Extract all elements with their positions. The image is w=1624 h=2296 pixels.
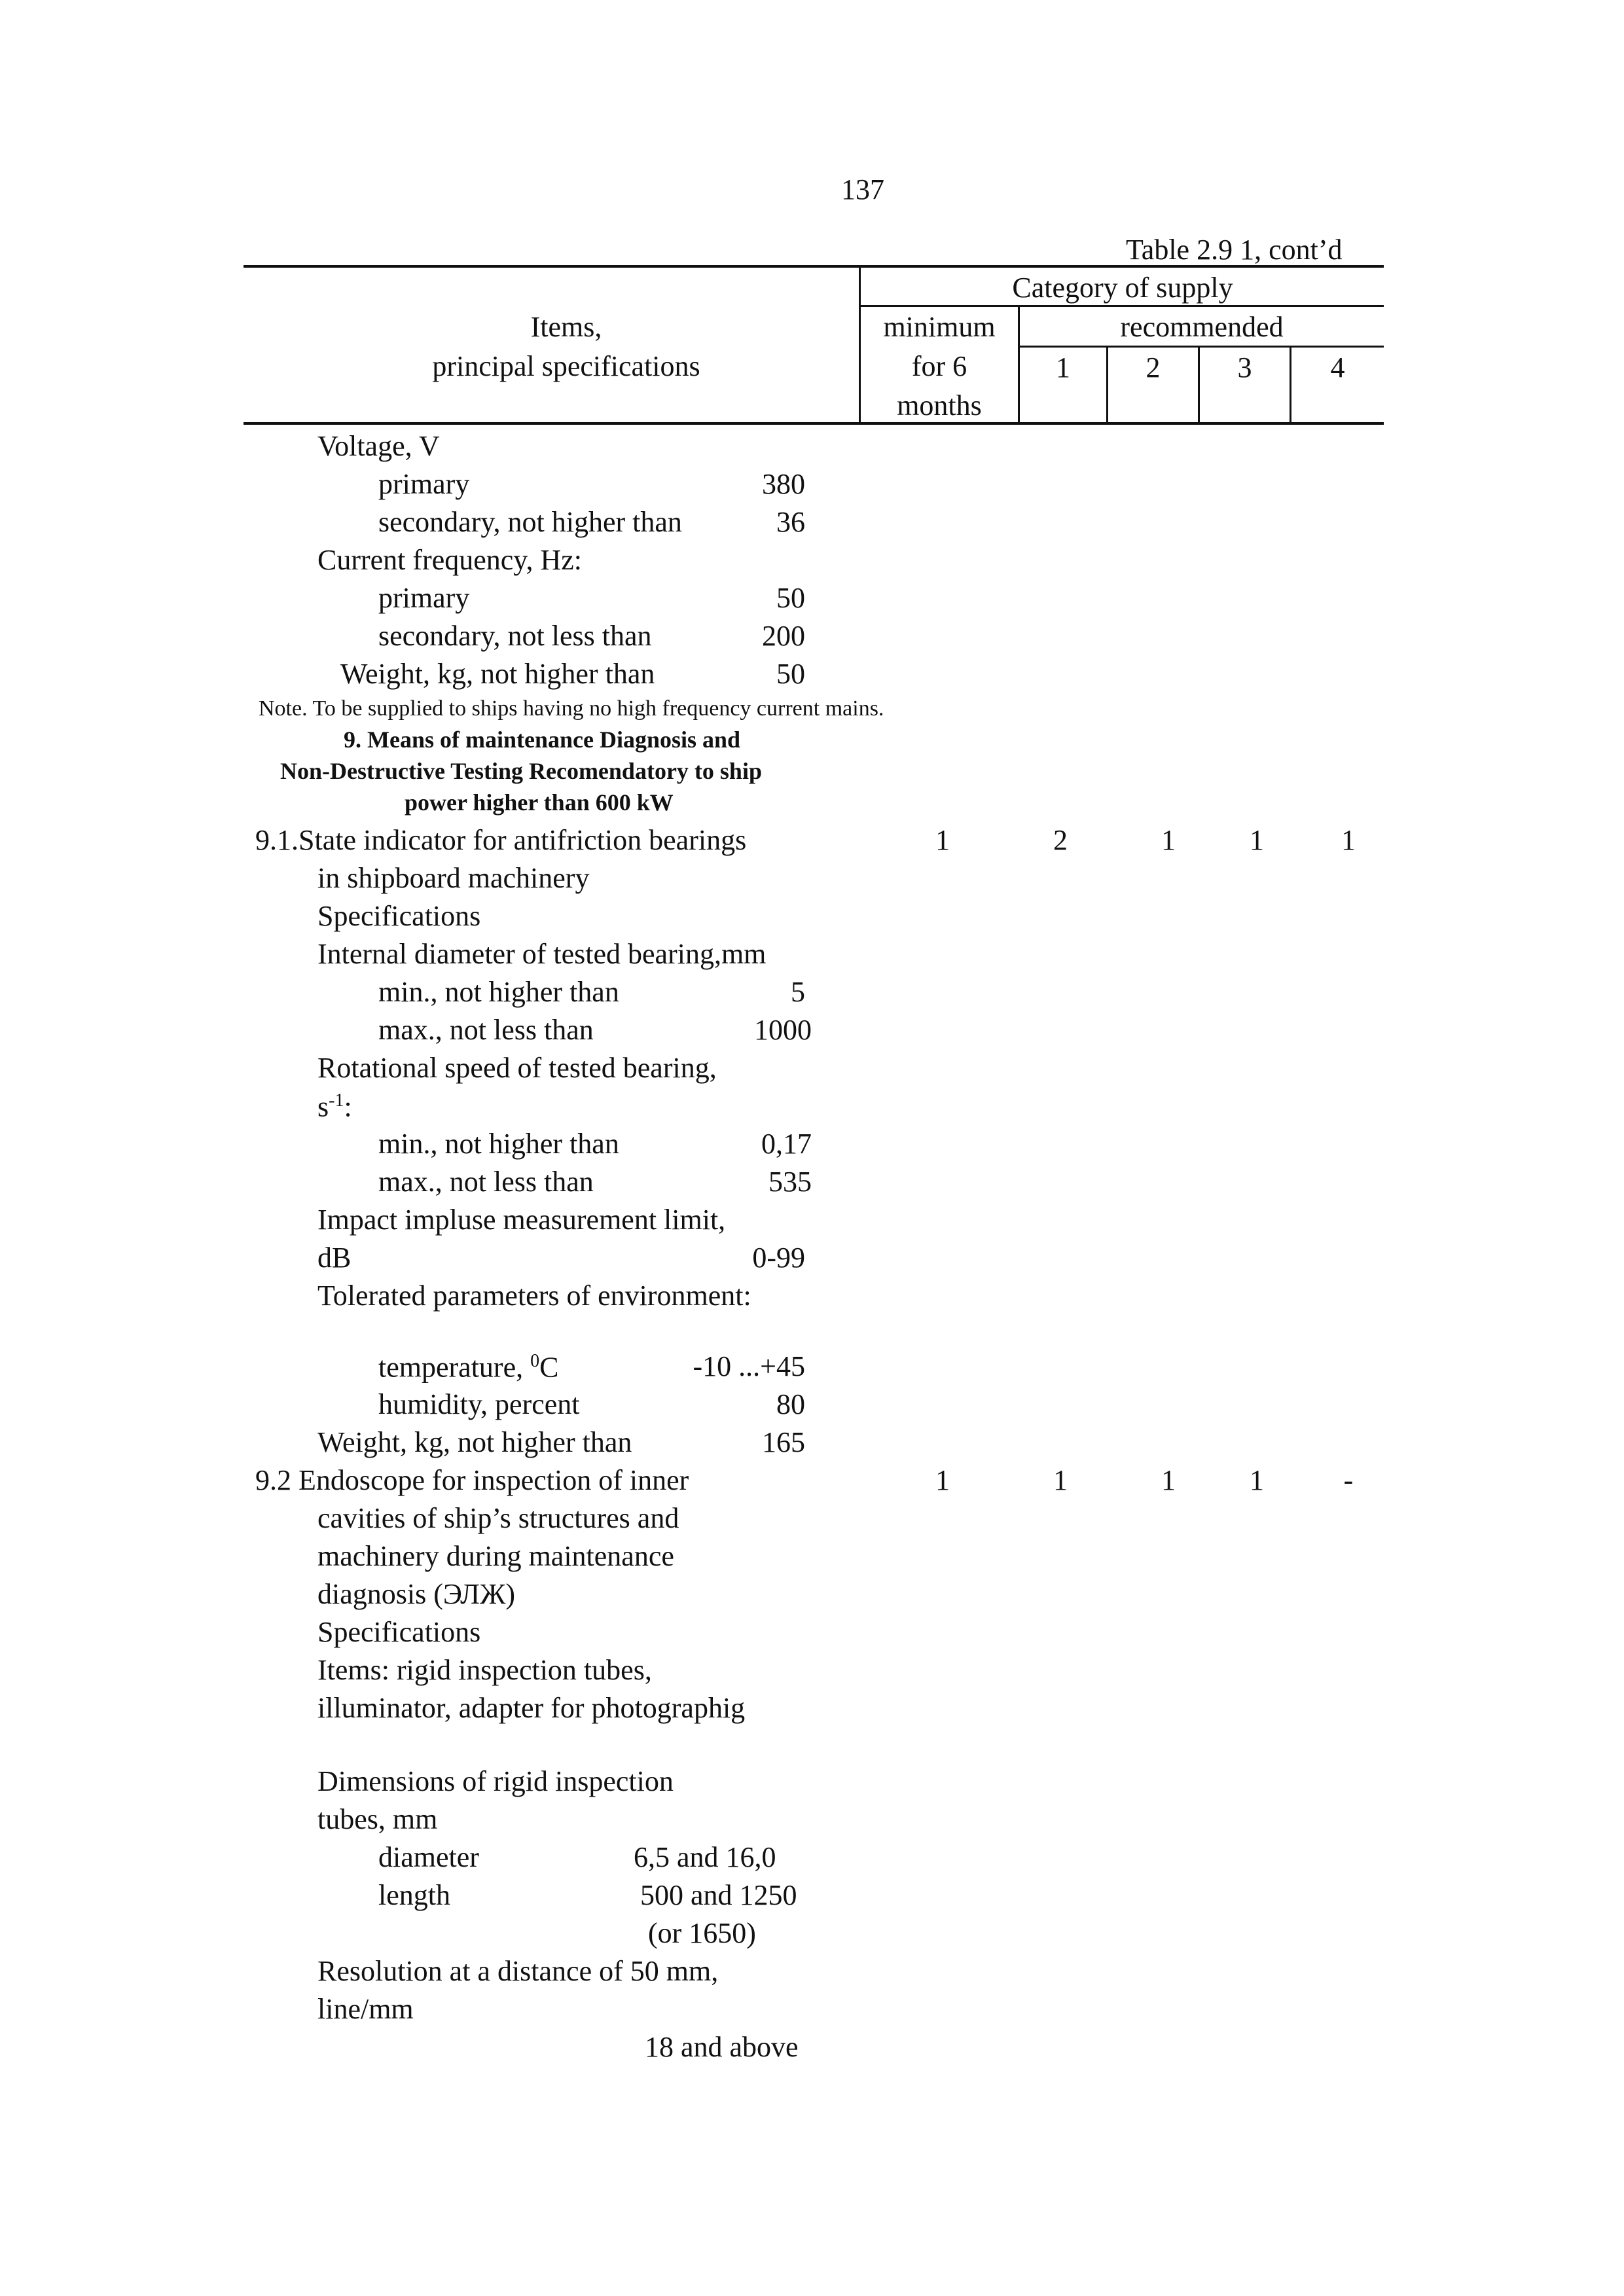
header-category: Category of supply	[1012, 272, 1233, 304]
item-9-1-specifications: Specifications	[317, 900, 481, 932]
item-9-2-title-line2: cavities of ship’s structures and	[317, 1502, 679, 1534]
diameter-max-label: max., not less than	[378, 1014, 594, 1046]
item-9-1-col-4: 1	[1341, 824, 1356, 856]
temperature-prefix: temperature,	[378, 1351, 531, 1384]
header-recommended: recommended	[1120, 311, 1284, 343]
item-9-2-col-2: 1	[1161, 1464, 1176, 1496]
rotational-max-label: max., not less than	[378, 1166, 594, 1198]
recommended-rule	[1018, 346, 1384, 348]
impact-limit-unit: dB	[317, 1242, 352, 1274]
header-col-2: 2	[1146, 351, 1161, 384]
note-text: Note. To be supplied to ships having no high frequency current mains.	[259, 696, 884, 721]
header-col-3: 3	[1237, 351, 1252, 384]
humidity-value: 80	[776, 1388, 805, 1420]
rotational-speed-label: Rotational speed of tested bearing,	[317, 1052, 717, 1084]
section-9-heading-line1: 9. Means of maintenance Diagnosis and	[344, 726, 741, 753]
resolution-label: Resolution at a distance of 50 mm,	[317, 1955, 719, 1987]
frequency-primary-label: primary	[378, 582, 470, 614]
tube-length-alt-value: (or 1650)	[648, 1917, 756, 1949]
degree-superscript: 0	[530, 1351, 540, 1371]
rotational-unit-exponent: -1	[329, 1090, 344, 1111]
item-9-1-col-3: 1	[1250, 824, 1264, 856]
rotational-unit-colon: :	[344, 1090, 352, 1123]
weight-label-2: Weight, kg, not higher than	[317, 1426, 632, 1458]
items-list-line1: Items: rigid inspection tubes,	[317, 1654, 652, 1686]
rotational-max-value: 535	[768, 1166, 812, 1198]
impact-limit-label: Impact impluse measurement limit,	[317, 1204, 726, 1236]
impact-limit-value: 0-99	[752, 1242, 805, 1274]
item-9-2-minimum: 1	[935, 1464, 950, 1496]
humidity-label: humidity, percent	[378, 1388, 580, 1420]
section-9-heading-line3: power higher than 600 kW	[405, 789, 674, 816]
voltage-label: Voltage, V	[317, 430, 440, 462]
item-9-1-col-1: 2	[1053, 824, 1068, 856]
temperature-unit: C	[539, 1351, 559, 1384]
voltage-primary-label: primary	[378, 468, 470, 500]
diameter-min-label: min., not higher than	[378, 976, 619, 1008]
item-9-2-title-line3: machinery during maintenance	[317, 1540, 674, 1572]
tolerated-parameters-label: Tolerated parameters of environment:	[317, 1280, 751, 1312]
header-minimum-for6: for 6	[911, 350, 967, 382]
voltage-secondary-value: 36	[776, 506, 805, 538]
table-caption: Table 2.9 1, cont’d	[1126, 234, 1343, 266]
item-9-1-title: 9.1.State indicator for antifriction bearings	[255, 824, 747, 856]
internal-diameter-label: Internal diameter of tested bearing,mm	[317, 938, 767, 970]
item-9-2-title: 9.2 Endoscope for inspection of inner	[255, 1464, 689, 1496]
dimensions-label: Dimensions of rigid inspection	[317, 1765, 674, 1797]
tube-length-label: length	[378, 1879, 450, 1911]
dimensions-label-line2: tubes, mm	[317, 1803, 438, 1835]
header-items-specs: principal specifications	[432, 350, 700, 382]
item-9-2-specifications: Specifications	[317, 1616, 481, 1648]
header-minimum: minimum	[883, 311, 996, 343]
tube-diameter-label: diameter	[378, 1841, 479, 1873]
tube-length-value: 500 and 1250	[640, 1879, 797, 1911]
item-9-2-title-line4: diagnosis (ЭЛЖ)	[317, 1578, 516, 1610]
temperature-label	[378, 1352, 558, 1382]
weight-value-1: 50	[776, 658, 805, 690]
voltage-primary-value: 380	[762, 468, 805, 500]
header-col-4: 4	[1330, 351, 1345, 384]
header-top-rule	[244, 265, 1384, 268]
voltage-secondary-label: secondary, not higher than	[378, 506, 682, 538]
resolution-value: 18 and above	[645, 2031, 799, 2063]
header-col-1: 1	[1056, 351, 1070, 384]
diameter-max-value: 1000	[754, 1014, 812, 1046]
item-9-2-col-3: 1	[1250, 1464, 1264, 1496]
category-rule	[859, 305, 1384, 307]
frequency-label: Current frequency, Hz:	[317, 544, 582, 576]
header-items-label: Items,	[530, 311, 602, 343]
page-number: 137	[841, 173, 884, 206]
section-9-heading-line2: Non-Destructive Testing Recomendatory to ship	[280, 758, 762, 784]
rotational-speed-unit	[317, 1092, 352, 1122]
rotational-min-label: min., not higher than	[378, 1128, 619, 1160]
frequency-primary-value: 50	[776, 582, 805, 614]
header-bottom-rule	[244, 422, 1384, 425]
item-9-1-title-line2: in shipboard machinery	[317, 862, 590, 894]
diameter-min-value: 5	[791, 976, 805, 1008]
item-9-2-col-4: -	[1343, 1464, 1354, 1496]
item-9-1-col-2: 1	[1161, 824, 1176, 856]
items-list-line2: illuminator, adapter for photographig	[317, 1692, 746, 1724]
item-9-1-minimum: 1	[935, 824, 950, 856]
weight-label-1: Weight, kg, not higher than	[340, 658, 655, 690]
rotational-unit-base: s	[317, 1090, 329, 1123]
temperature-value: -10 ...+45	[693, 1350, 805, 1382]
item-9-2-col-1: 1	[1053, 1464, 1068, 1496]
resolution-label-line2: line/mm	[317, 1993, 414, 2025]
header-minimum-months: months	[897, 389, 982, 422]
weight-value-2: 165	[762, 1426, 805, 1458]
frequency-secondary-value: 200	[762, 620, 805, 652]
rotational-min-value: 0,17	[761, 1128, 812, 1160]
frequency-secondary-label: secondary, not less than	[378, 620, 652, 652]
tube-diameter-value: 6,5 and 16,0	[634, 1841, 776, 1873]
